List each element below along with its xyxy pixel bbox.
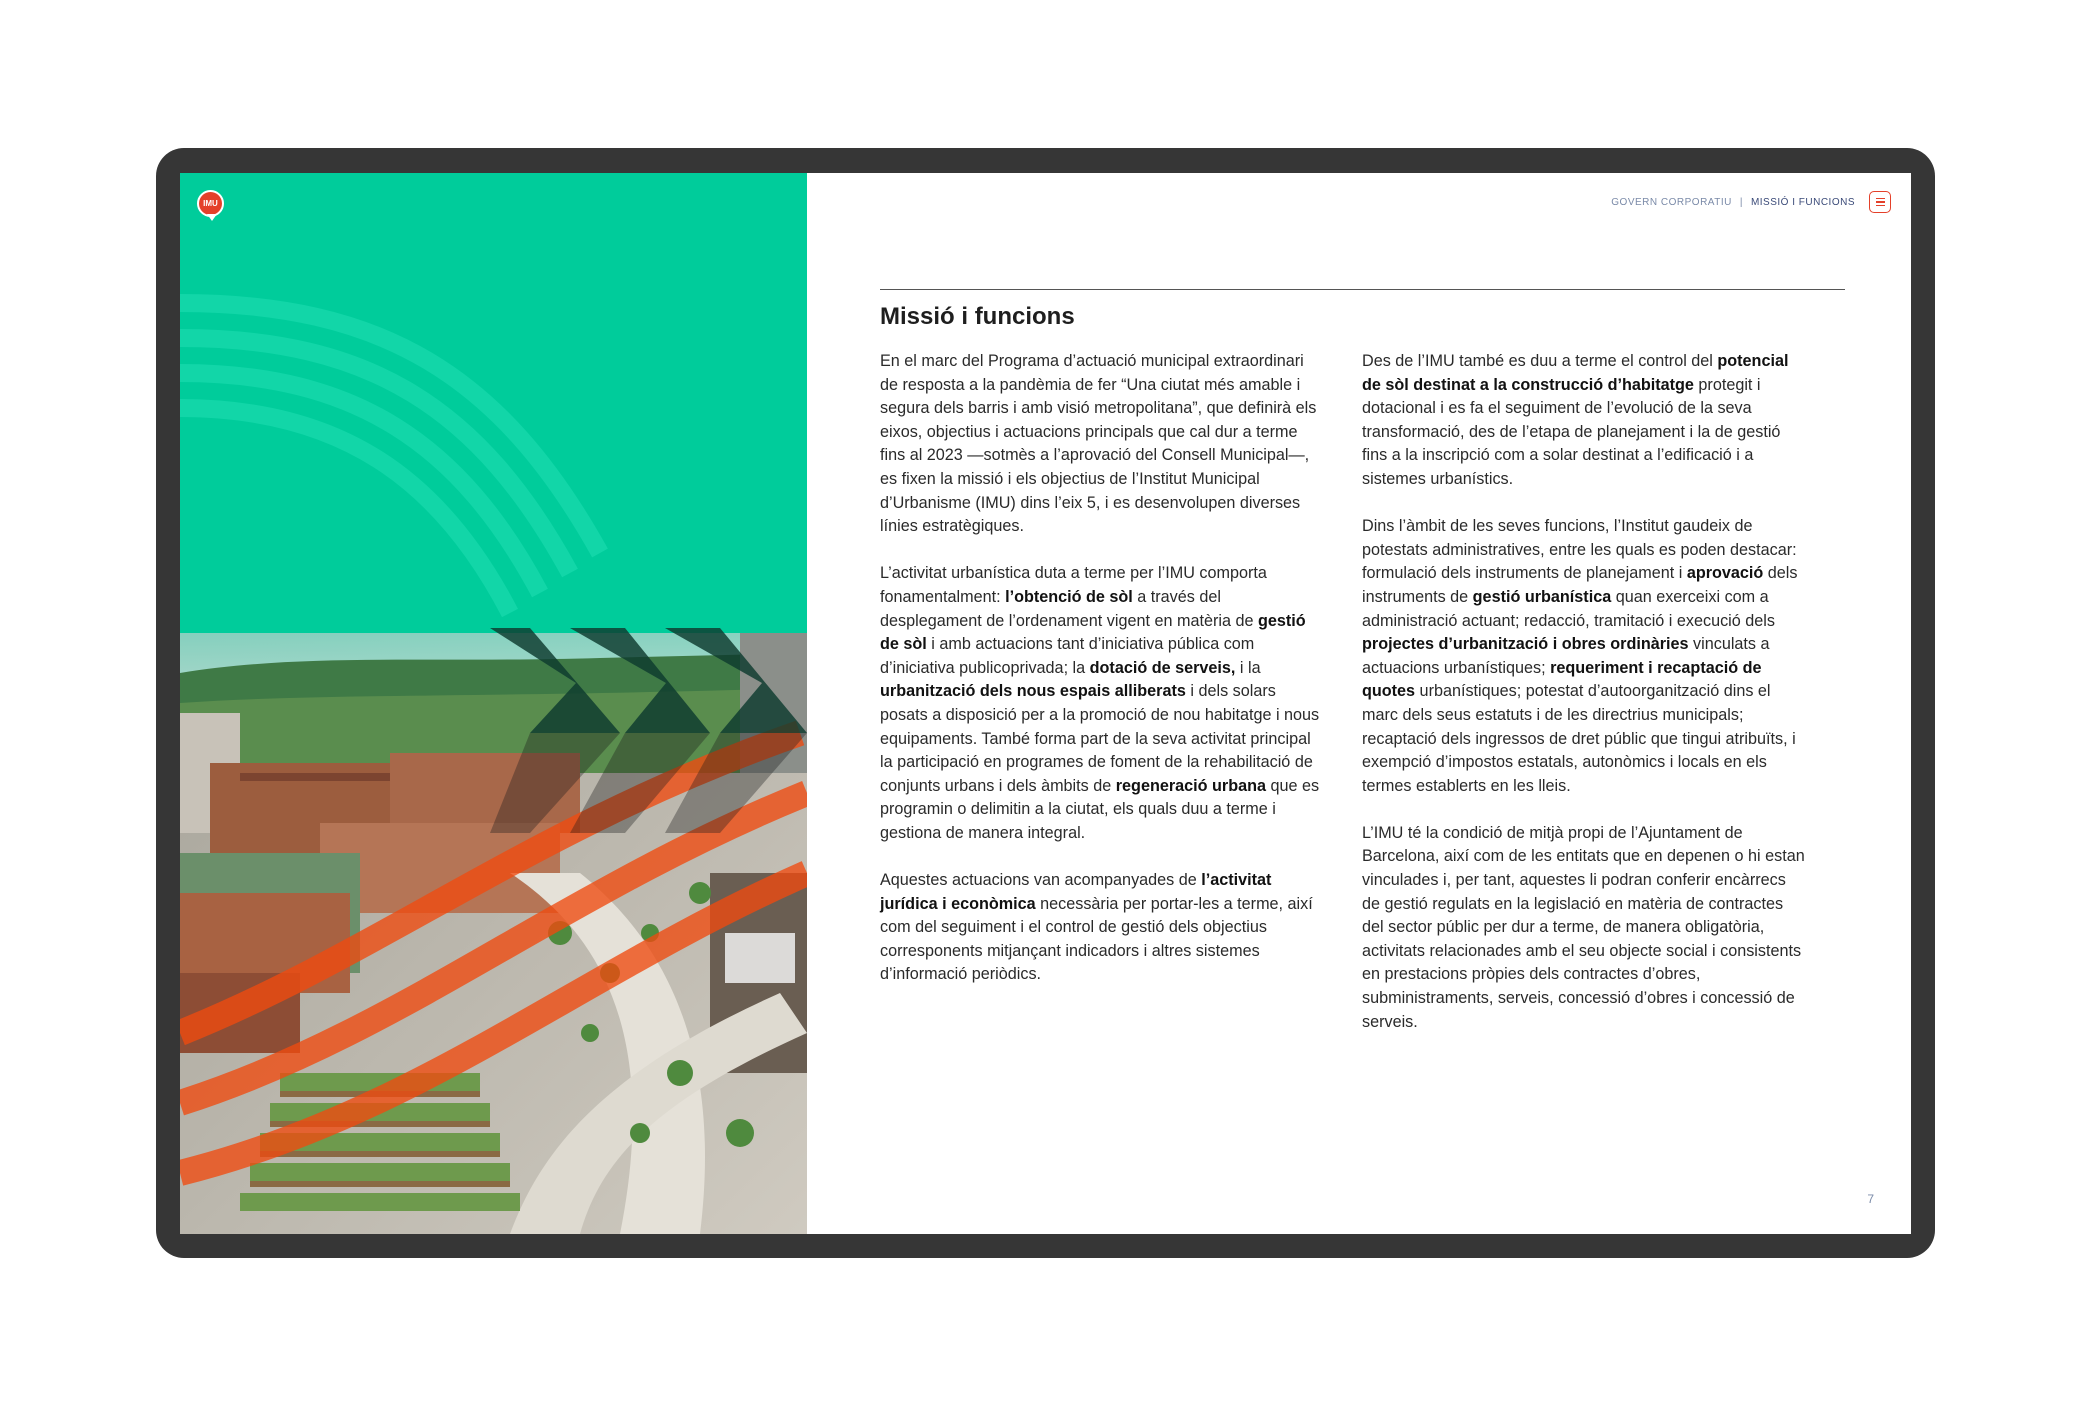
- imu-logo[interactable]: IMU: [197, 190, 224, 217]
- title-divider: [880, 289, 1845, 290]
- text-run: i amb actuacions tant d’iniciativa pública com d’iniciativa publicoprivada; la: [880, 635, 1255, 677]
- breadcrumb-missio-i-funcions[interactable]: MISSIÓ I FUNCIONS: [1750, 196, 1855, 208]
- text-run: protegit i dotacional i es fa el seguiment de l’evolució de la seva transformació, des de l’etapa de planejament i la de gestió fins a la inscripció com a solar destinat a l’edificació i a sistemes urbanístics.: [1362, 375, 1781, 488]
- breadcrumb-separator: |: [1739, 196, 1743, 208]
- bold-phrase: urbanització dels nous espais alliberats: [880, 682, 1186, 701]
- text-run: necessària per portar-les a terme, així com del seguiment i el control de gestió dels objectius corresponents mitjançant indicadors i altres sistemes d’informació periòdics.: [880, 894, 1313, 984]
- hamburger-menu-icon[interactable]: [1869, 191, 1891, 213]
- text-run: vinculats a actuacions urbanístiques;: [1362, 635, 1770, 677]
- text-run: i dels solars posats a disposició per a la promoció de nou habitatge i nous equipaments. També forma part de la seva activitat principal la participació en programes de foment de la rehabilitació de conjunts urbans i dels àmbits de: [880, 682, 1320, 795]
- text-run: Des de l’IMU també es duu a terme el control del: [1362, 352, 1718, 370]
- document-page: [180, 173, 1911, 1234]
- bold-phrase: aprovació: [1686, 564, 1764, 583]
- breadcrumb: [1611, 191, 1891, 213]
- bold-phrase: requeriment i recaptació de quotes: [1362, 658, 1762, 701]
- text-run: dels instruments de: [1362, 564, 1798, 606]
- device-frame: [156, 148, 1935, 1258]
- text-run: L’IMU té la condició de mitjà propi de l’Ajuntament de Barcelona, així com de les entitats que en depenen o hi estan vinculades i, per tant, aquestes li podran conferir encàrrecs de gestió regulats en la legislació en matèria de contractes del sector públic per dur a terme, de manera obligatòria, activitats relacionades amb el seu objecte social i consistents en prestacions pròpies dels contractes d’obres, subministraments, serveis, concessió d’obres i concessió de serveis.: [1362, 823, 1805, 1031]
- bold-phrase: l’activitat jurídica i econòmica: [880, 871, 1272, 913]
- text-run: Aquestes actuacions van acompanyades de: [880, 871, 1202, 890]
- text-run: a través del desplegament de l’ordenament vigent en matèria de: [880, 587, 1258, 630]
- text-run: i la: [1235, 658, 1261, 677]
- bold-phrase: gestió urbanística: [1472, 587, 1612, 606]
- aerial-city-photo: [180, 173, 807, 1234]
- text-run: quan exerceixi com a administració actuant; redacció, tramitació i execució dels: [1362, 587, 1775, 630]
- cover-photo-panel: [180, 173, 807, 1234]
- page-number: 7: [1867, 1192, 1874, 1206]
- body-paragraph: [880, 350, 1324, 539]
- page-title: Missió i funcions: [880, 303, 1075, 330]
- breadcrumb-govern-corporatiu[interactable]: GOVERN CORPORATIU: [1611, 196, 1732, 208]
- body-paragraph: [880, 869, 1324, 987]
- bold-phrase: projectes d’urbanització i obres ordinàries: [1362, 635, 1689, 654]
- text-run: Dins l’àmbit de les seves funcions, l’Institut gaudeix de potestats administratives, entre les quals es poden destacar: formulació dels instruments de planejament i: [1362, 517, 1797, 583]
- body-paragraph: [1362, 515, 1806, 798]
- bold-phrase: potencial de sòl destinat a la construcció d’habitatge: [1362, 352, 1789, 394]
- text-run: urbanístiques; potestat d’autoorganització dins el marc dels seus estatuts i de les directrius municipals; recaptació dels ingressos de dret públic que tingui atribuïts, i exempció d’impostos estatals, autonòmics i locals en els termes establerts en les lleis.: [1362, 682, 1796, 795]
- text-run: En el marc del Programa d’actuació municipal extraordinari de resposta a la pandèmia de fer “Una ciutat més amable i segura dels barris i amb visió metropolitana”, que definirà els eixos, objectius i actuacions principals que cal dur a terme fins al 2023 —sotmès a l’aprovació del Consell Municipal—, es fixen la missió i els objectius de l’Institut Municipal d’Urbanisme (IMU) dins l’eix 5, i es desenvolupen diverses línies estratègiques.: [880, 352, 1317, 536]
- body-paragraph: [1362, 350, 1806, 492]
- text-column-right: [1362, 350, 1806, 1058]
- text-column-left: [880, 350, 1324, 1011]
- bold-phrase: l’obtenció de sòl: [1005, 587, 1133, 606]
- text-run: que es programin o delimitin a la ciutat, els quals duu a terme i gestiona de manera integral.: [880, 776, 1320, 842]
- bold-phrase: gestió de sòl: [880, 611, 1306, 654]
- body-paragraph: [1362, 822, 1806, 1034]
- body-paragraph: [880, 562, 1324, 845]
- bold-phrase: dotació de serveis,: [1089, 658, 1236, 677]
- bold-phrase: regeneració urbana: [1115, 776, 1266, 795]
- text-run: L’activitat urbanística duta a terme per l’IMU comporta fonamentalment:: [880, 564, 1267, 606]
